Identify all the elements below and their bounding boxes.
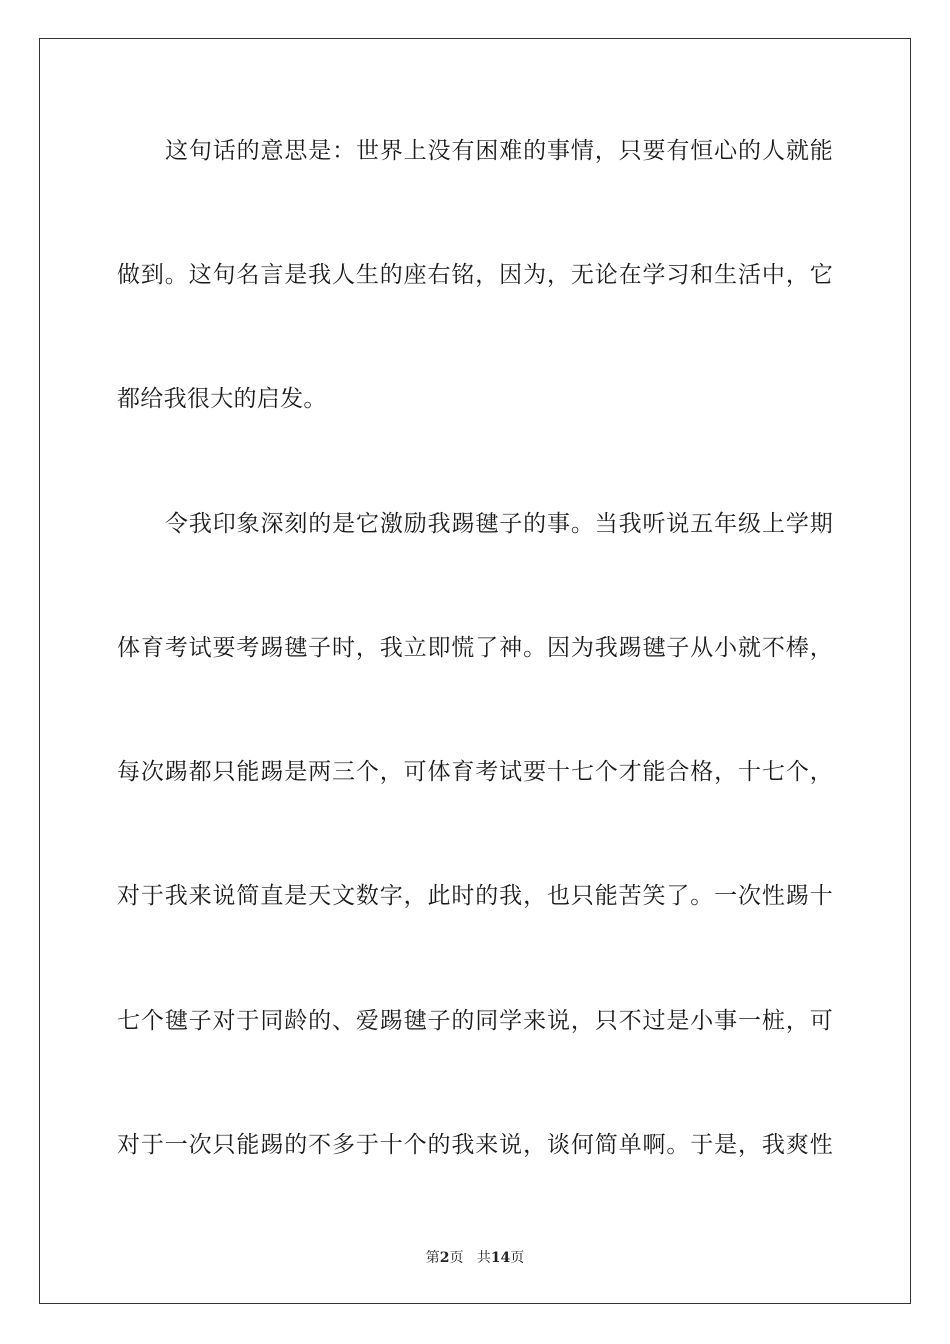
paragraph-line: 每次踢都只能踢是两三个，可体育考试要十七个才能合格，十七个， <box>117 759 833 785</box>
paragraph-line: 这句话的意思是：世界上没有困难的事情，只要有恒心的人就能 <box>165 138 833 164</box>
page-number: 2 <box>439 1250 450 1266</box>
paragraph-line: 做到。这句名言是我人生的座右铭，因为，无论在学习和生活中，它 <box>117 262 833 288</box>
page-border <box>39 38 911 1304</box>
paragraph-line: 令我印象深刻的是它激励我踢毽子的事。当我听说五年级上学期 <box>165 511 833 537</box>
page-suffix: 页 <box>449 1250 464 1266</box>
paragraph-line: 七个毽子对于同龄的、爱踢毽子的同学来说，只不过是小事一桩，可 <box>117 1008 833 1034</box>
paragraph-line: 对于一次只能踢的不多于十个的我来说，谈何简单啊。于是，我爽性 <box>117 1132 833 1158</box>
total-pages: 14 <box>490 1250 511 1266</box>
paragraph-line: 对于我来说简直是天文数字，此时的我，也只能苦笑了。一次性踢十 <box>117 883 833 909</box>
paragraph-line: 都给我很大的启发。 <box>117 386 327 412</box>
total-suffix: 页 <box>510 1250 525 1266</box>
total-prefix: 共 <box>476 1250 491 1266</box>
paragraph-line: 体育考试要考踢毽子时，我立即慌了神。因为我踢毽子从小就不棒， <box>117 635 833 661</box>
page-footer <box>0 1247 950 1267</box>
page-prefix: 第 <box>425 1250 440 1266</box>
